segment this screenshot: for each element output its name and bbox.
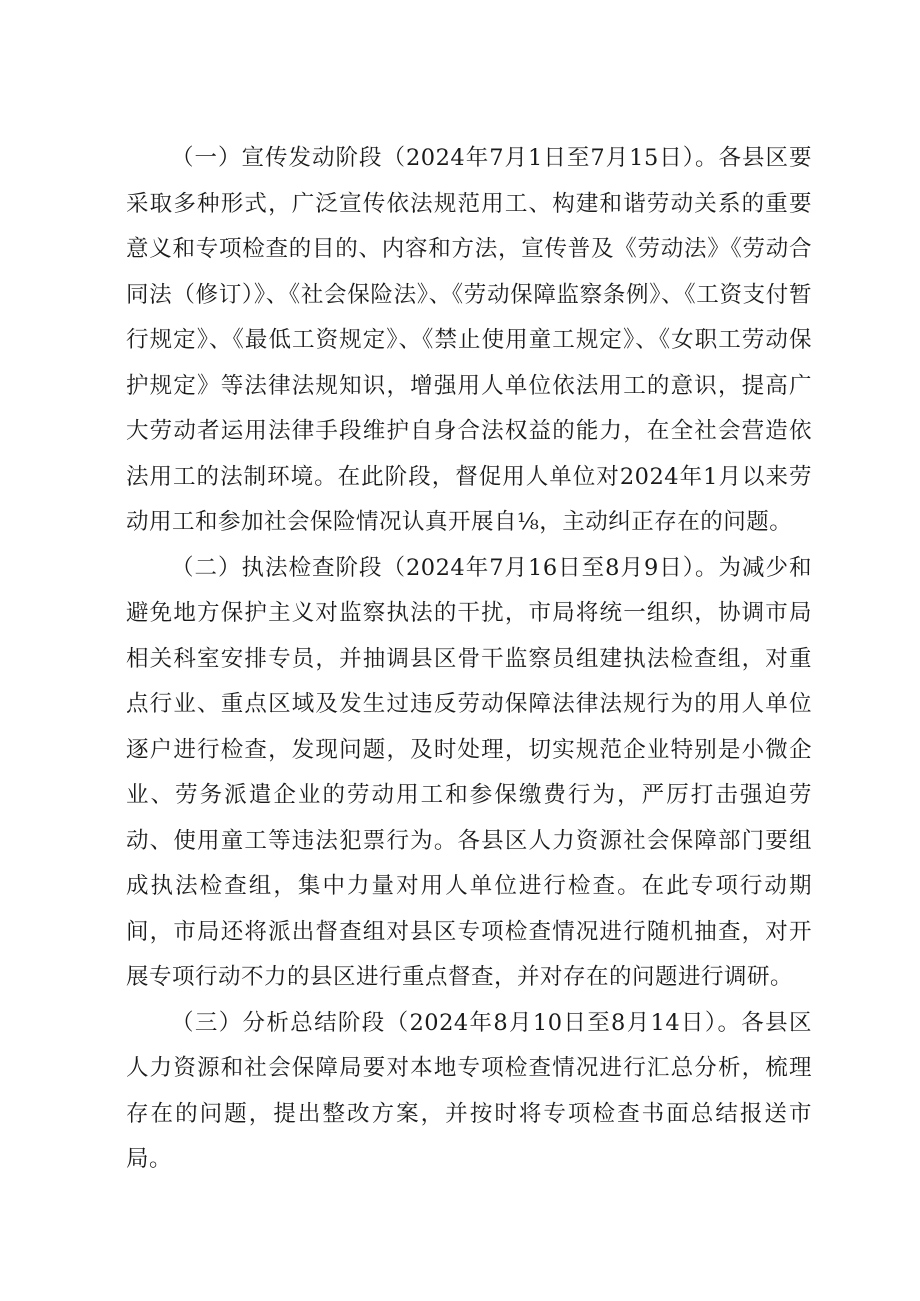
- paragraph-summary-stage: （三）分析总结阶段（2024年8月10日至8月14日）。各县区人力资源和社会保障局要对本地专项检查情况进行汇总分析，梳理存在的问题，提出整改方案，并按时将专项检查书面总结报送市局。: [126, 1009, 812, 1172]
- paragraph-publicity-stage: （一）宣传发动阶段（2024年7月1日至7月15日）。各县区要采取多种形式，广泛宣传依法规范用工、构建和谐劳动关系的重要意义和专项检查的目的、内容和方法，宣传普及《劳动法》《劳动合同法（修订）》、《社会保险法》、《劳动保障监察条例》、《工资支付暂行规定》、《最低工资规定》、《禁止使用童工规定》、《女职工劳动保护规定》等法律法规知识，增强用人单位依法用工的意识，提高广大劳动者运用法律手段维护自身合法权益的能力，在全社会营造依法用工的法制环境。在此阶段，督促用人单位对2024年1月以来劳动用工和参加社会保险情况认真开展自⅛，主动纠正存在的问题。: [126, 145, 812, 535]
- paragraph-inspection-stage: （二）执法检查阶段（2024年7月16日至8月9日）。为减少和避免地方保护主义对监察执法的干扰，市局将统一组织，协调市局相关科室安排专员，并抽调县区骨干监察员组建执法检查组，对重点行业、重点区域及发生过违反劳动保障法律法规行为的用人单位逐户进行检查，发现问题，及时处理，切实规范企业特别是小微企业、劳务派遣企业的劳动用工和参保缴费行为，严厉打击强迫劳动、使用童工等违法犯票行为。各县区人力资源社会保障部门要组成执法检查组，集中力量对用人单位进行检查。在此专项行动期间，市局还将派出督查组对县区专项检查情况进行随机抽查，对开展专项行动不力的县区进行重点督查，并对存在的问题进行调研。: [126, 554, 812, 990]
- document-body: [126, 136, 812, 1183]
